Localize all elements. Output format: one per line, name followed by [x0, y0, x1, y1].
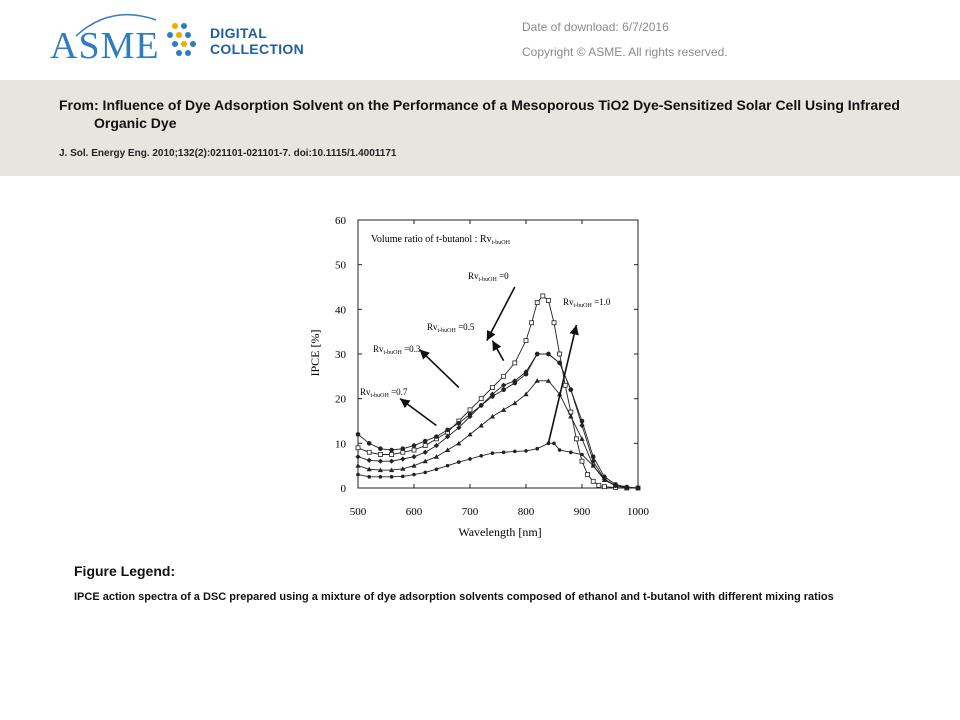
- data-point: [356, 446, 360, 450]
- data-point: [435, 467, 439, 471]
- article-citation[interactable]: J. Sol. Energy Eng. 2010;132(2):021101-021101-7. doi:10.1115/1.4001171: [59, 148, 397, 159]
- data-point: [367, 450, 371, 454]
- annotation-arrow-1: [492, 341, 503, 361]
- data-point: [591, 464, 595, 468]
- series-line: [358, 354, 638, 488]
- data-point: [378, 453, 382, 457]
- series-label-2: $Rv_{t-buOH} =0.3$: [373, 344, 421, 356]
- data-point: [445, 447, 450, 452]
- data-point: [490, 394, 495, 399]
- data-point: [491, 451, 495, 455]
- data-point: [400, 456, 405, 461]
- data-point: [513, 381, 518, 386]
- annotation-arrow-0: [487, 287, 515, 341]
- data-point: [597, 483, 601, 487]
- data-point: [401, 446, 406, 451]
- chart-ylabel: IPCE [%]: [308, 329, 322, 377]
- data-point: [546, 298, 550, 302]
- data-point: [434, 454, 439, 459]
- series-label-1: $Rv_{t-buOH} =0.5$: [427, 322, 475, 334]
- data-point: [574, 437, 578, 441]
- data-point: [568, 414, 573, 419]
- data-point: [625, 486, 629, 490]
- data-point: [580, 419, 585, 424]
- data-point: [636, 486, 640, 490]
- logo-asme-text: ASME: [50, 25, 160, 67]
- data-point: [603, 477, 607, 481]
- download-info: [522, 20, 728, 70]
- y-tick-label: 0: [340, 483, 346, 495]
- annotation-arrow-4: [548, 325, 576, 443]
- data-point: [586, 473, 590, 477]
- data-point: [457, 460, 461, 464]
- y-tick-label: 10: [335, 438, 346, 451]
- data-point: [479, 403, 484, 408]
- data-point: [355, 454, 360, 459]
- data-point: [513, 450, 517, 454]
- copyright-text: Copyright © ASME. All rights reserved.: [522, 45, 728, 59]
- data-point: [530, 321, 534, 325]
- data-point: [535, 301, 539, 305]
- data-point: [535, 447, 539, 451]
- data-point: [552, 321, 556, 325]
- series-label-0: $Rv_{t-buOH} =0$: [468, 271, 509, 283]
- annotation-arrow-2: [420, 350, 459, 388]
- series-label-4: $Rv_{t-buOH} =1.0$: [563, 297, 611, 309]
- data-point: [378, 459, 383, 464]
- data-point: [468, 412, 473, 417]
- logo-subtitle: [210, 25, 304, 57]
- data-point: [524, 372, 529, 377]
- figure-legend-text: IPCE action spectra of a DSC prepared using a mixture of dye adsorption solvents composed of ethanol and t-butanol with different mixing ratios: [74, 591, 834, 603]
- data-point: [423, 471, 427, 475]
- y-tick-label: 50: [335, 259, 346, 272]
- data-point: [355, 463, 360, 468]
- figure-legend-title: Figure Legend:: [74, 563, 176, 579]
- article-title: From: Influence of Dye Adsorption Solvent on the Performance of a Mesoporous TiO2 Dye-Sensitized Solar Cell Using Infrared Organic Dye: [59, 97, 900, 131]
- x-tick-label: 500: [349, 506, 367, 518]
- x-tick-label: 700: [461, 506, 479, 518]
- article-header-band: [0, 80, 960, 176]
- y-tick-label: 40: [335, 304, 346, 317]
- data-point: [558, 352, 562, 356]
- data-point: [490, 386, 494, 390]
- ipce-chart: [300, 205, 660, 545]
- data-point: [524, 339, 528, 343]
- data-point: [490, 414, 495, 419]
- series-label-3: $Rv_{t-buOH} =0.7$: [360, 387, 408, 399]
- logo-subtitle-line2: COLLECTION: [210, 41, 304, 57]
- logo-subtitle-line1: DIGITAL: [210, 25, 268, 41]
- data-point: [602, 485, 606, 489]
- logo-dots-icon: [162, 18, 208, 64]
- data-point: [446, 464, 450, 468]
- data-point: [423, 450, 428, 455]
- data-point: [569, 387, 574, 392]
- data-point: [591, 454, 596, 459]
- annotation-arrow-3: [400, 399, 436, 426]
- data-point: [502, 374, 506, 378]
- data-point: [390, 453, 394, 457]
- data-point: [378, 446, 383, 451]
- data-point: [552, 442, 556, 446]
- data-point: [513, 361, 517, 365]
- data-point: [423, 439, 428, 444]
- data-point: [434, 434, 439, 439]
- data-point: [412, 443, 417, 448]
- data-point: [367, 475, 371, 479]
- data-point: [457, 421, 462, 426]
- x-tick-label: 600: [405, 506, 423, 518]
- data-point: [501, 387, 506, 392]
- data-point: [356, 432, 361, 437]
- chart-xlabel: Wavelength [nm]: [458, 525, 542, 539]
- y-tick-label: 30: [335, 349, 346, 361]
- chart-box-label: Volume ratio of t-butanol : $Rv_{t-buOH}$: [371, 234, 510, 246]
- data-point: [479, 454, 483, 458]
- data-point: [468, 408, 472, 412]
- data-point: [563, 383, 567, 387]
- data-point: [412, 448, 416, 452]
- data-point: [546, 352, 551, 357]
- data-point: [614, 484, 618, 488]
- data-point: [502, 450, 506, 454]
- data-point: [445, 428, 450, 433]
- data-point: [501, 407, 506, 412]
- download-date: Date of download: 6/7/2016: [522, 20, 669, 34]
- data-point: [579, 436, 584, 441]
- data-point: [580, 459, 584, 463]
- data-point: [423, 444, 427, 448]
- data-point: [479, 397, 483, 401]
- data-point: [412, 473, 416, 477]
- y-tick-label: 60: [335, 215, 346, 227]
- data-point: [411, 454, 416, 459]
- data-point: [389, 448, 394, 453]
- x-tick-label: 1000: [627, 506, 649, 518]
- data-point: [390, 475, 394, 479]
- data-point: [580, 453, 584, 457]
- data-point: [535, 352, 540, 357]
- data-point: [591, 479, 595, 483]
- series-line: [358, 354, 638, 488]
- data-point: [569, 450, 573, 454]
- data-point: [468, 457, 472, 461]
- data-point: [557, 361, 562, 366]
- data-point: [379, 475, 383, 479]
- data-point: [524, 449, 528, 453]
- y-tick-label: 20: [335, 393, 346, 406]
- data-point: [558, 448, 562, 452]
- asme-logo[interactable]: [46, 10, 346, 70]
- data-point: [541, 294, 545, 298]
- data-point: [356, 473, 360, 477]
- data-point: [367, 441, 372, 446]
- x-tick-label: 900: [573, 506, 591, 518]
- x-tick-label: 800: [517, 506, 535, 518]
- data-point: [401, 475, 405, 479]
- data-point: [367, 458, 372, 463]
- data-point: [389, 459, 394, 464]
